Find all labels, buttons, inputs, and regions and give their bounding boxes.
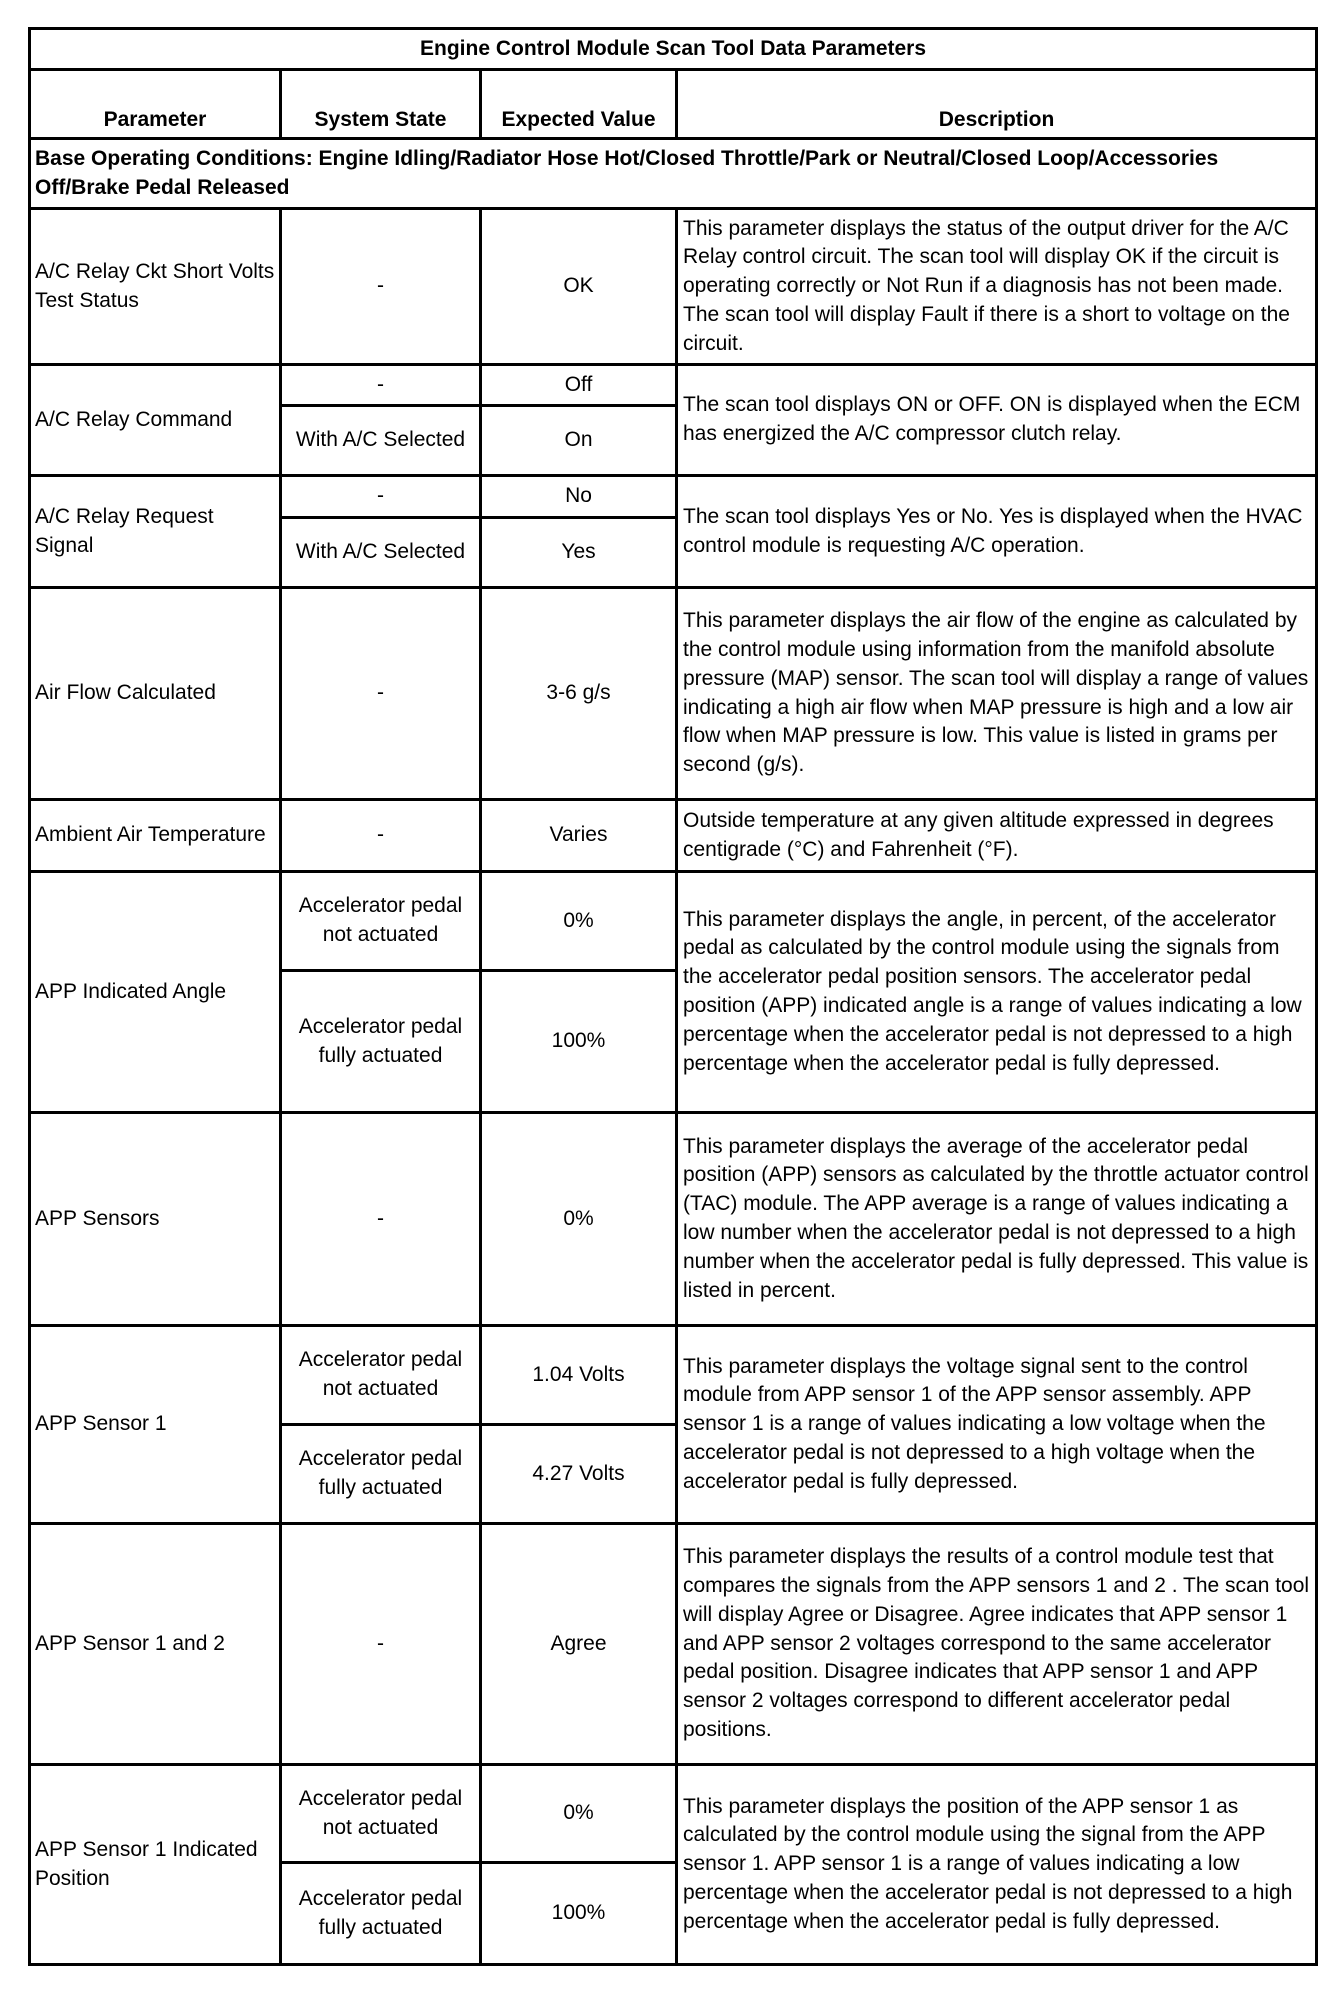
header-expected-value: Expected Value [481, 70, 677, 139]
parameter-cell: APP Sensors [30, 1113, 281, 1326]
description-cell: The scan tool displays Yes or No. Yes is displayed when the HVAC control module is requesting A/C operation. [677, 476, 1317, 588]
system-state-cell: - [281, 800, 481, 872]
description-cell: Outside temperature at any given altitude expressed in degrees centigrade (°C) and Fahrenheit (°F). [677, 800, 1317, 872]
system-state-cell: - [281, 1524, 481, 1765]
parameter-cell: A/C Relay Request Signal [30, 476, 281, 588]
parameter-cell: A/C Relay Ckt Short Volts Test Status [30, 209, 281, 365]
parameter-cell: APP Sensor 1 Indicated Position [30, 1765, 281, 1965]
expected-value-cell: OK [481, 209, 677, 365]
scan-tool-data-table [28, 27, 1318, 1966]
parameter-cell: Air Flow Calculated [30, 588, 281, 800]
expected-value-cell: 0% [481, 1765, 677, 1863]
system-state-cell: - [281, 1113, 481, 1326]
system-state-cell: - [281, 209, 481, 365]
table-row [30, 1765, 1317, 1863]
system-state-cell: - [281, 476, 481, 518]
table-row [30, 872, 1317, 971]
expected-value-cell: On [481, 406, 677, 476]
system-state-cell: Accelerator pedal fully actuated [281, 971, 481, 1113]
expected-value-cell: 100% [481, 971, 677, 1113]
system-state-cell: Accelerator pedal fully actuated [281, 1863, 481, 1965]
expected-value-cell: Off [481, 365, 677, 406]
description-cell: This parameter displays the results of a control module test that compares the signals from the APP sensors 1 and 2 . The scan tool will display Agree or Disagree. Agree indicates that APP sensor 1 and APP sensor 2 voltages correspond to the same accelerator pedal position. Disagree indicates that APP sensor 1 and APP sensor 2 voltages correspond to different accelerator pedal positions. [677, 1524, 1317, 1765]
system-state-cell: With A/C Selected [281, 518, 481, 588]
system-state-cell: - [281, 588, 481, 800]
base-operating-conditions: Base Operating Conditions: Engine Idling/Radiator Hose Hot/Closed Throttle/Park or Neutral/Closed Loop/Accessories Off/Brake Pedal Released [30, 139, 1317, 209]
parameter-cell: APP Sensor 1 and 2 [30, 1524, 281, 1765]
table-title: Engine Control Module Scan Tool Data Parameters [30, 29, 1317, 70]
system-state-cell: Accelerator pedal not actuated [281, 1326, 481, 1425]
expected-value-cell: 0% [481, 1113, 677, 1326]
table-row [30, 209, 1317, 365]
header-description: Description [677, 70, 1317, 139]
system-state-cell: Accelerator pedal fully actuated [281, 1425, 481, 1524]
description-cell: This parameter displays the angle, in percent, of the accelerator pedal as calculated by the control module using the signals from the accelerator pedal position sensors. The accelerator pedal position (APP) indicated angle is a range of values indicating a low percentage when the accelerator pedal is not depressed to a high percentage when the accelerator pedal is fully depressed. [677, 872, 1317, 1113]
table-row [30, 365, 1317, 406]
description-cell: This parameter displays the status of the output driver for the A/C Relay control circuit. The scan tool will display OK if the circuit is operating correctly or Not Run if a diagnosis has not been made. The scan tool will display Fault if there is a short to voltage on the circuit. [677, 209, 1317, 365]
system-state-cell: With A/C Selected [281, 406, 481, 476]
description-cell: This parameter displays the position of the APP sensor 1 as calculated by the control module using the signal from the APP sensor 1. APP sensor 1 is a range of values indicating a low percentage when the accelerator pedal is not depressed to a high percentage when the accelerator pedal is fully depressed. [677, 1765, 1317, 1965]
expected-value-cell: 1.04 Volts [481, 1326, 677, 1425]
expected-value-cell: No [481, 476, 677, 518]
description-cell: This parameter displays the voltage signal sent to the control module from APP sensor 1 of the APP sensor assembly. APP sensor 1 is a range of values indicating a low voltage when the accelerator pedal is not depressed to a high voltage when the accelerator pedal is fully depressed. [677, 1326, 1317, 1524]
parameter-cell: Ambient Air Temperature [30, 800, 281, 872]
expected-value-cell: 3-6 g/s [481, 588, 677, 800]
table-row [30, 476, 1317, 518]
table-row [30, 588, 1317, 800]
system-state-cell: Accelerator pedal not actuated [281, 872, 481, 971]
expected-value-cell: Varies [481, 800, 677, 872]
description-cell: The scan tool displays ON or OFF. ON is displayed when the ECM has energized the A/C compressor clutch relay. [677, 365, 1317, 476]
system-state-cell: Accelerator pedal not actuated [281, 1765, 481, 1863]
table-row [30, 1113, 1317, 1326]
table-row [30, 1524, 1317, 1765]
header-system-state: System State [281, 70, 481, 139]
parameter-cell: APP Sensor 1 [30, 1326, 281, 1524]
table-row [30, 800, 1317, 872]
expected-value-cell: Yes [481, 518, 677, 588]
parameter-cell: APP Indicated Angle [30, 872, 281, 1113]
system-state-cell: - [281, 365, 481, 406]
description-cell: This parameter displays the air flow of the engine as calculated by the control module using information from the manifold absolute pressure (MAP) sensor. The scan tool will display a range of values indicating a high air flow when MAP pressure is high and a low air flow when MAP pressure is low. This value is listed in grams per second (g/s). [677, 588, 1317, 800]
expected-value-cell: 4.27 Volts [481, 1425, 677, 1524]
expected-value-cell: Agree [481, 1524, 677, 1765]
header-parameter: Parameter [30, 70, 281, 139]
table-row [30, 1326, 1317, 1425]
expected-value-cell: 100% [481, 1863, 677, 1965]
description-cell: This parameter displays the average of the accelerator pedal position (APP) sensors as calculated by the throttle actuator control (TAC) module. The APP average is a range of values indicating a low number when the accelerator pedal is not depressed to a high number when the accelerator pedal is fully depressed. This value is listed in percent. [677, 1113, 1317, 1326]
parameter-cell: A/C Relay Command [30, 365, 281, 476]
expected-value-cell: 0% [481, 872, 677, 971]
